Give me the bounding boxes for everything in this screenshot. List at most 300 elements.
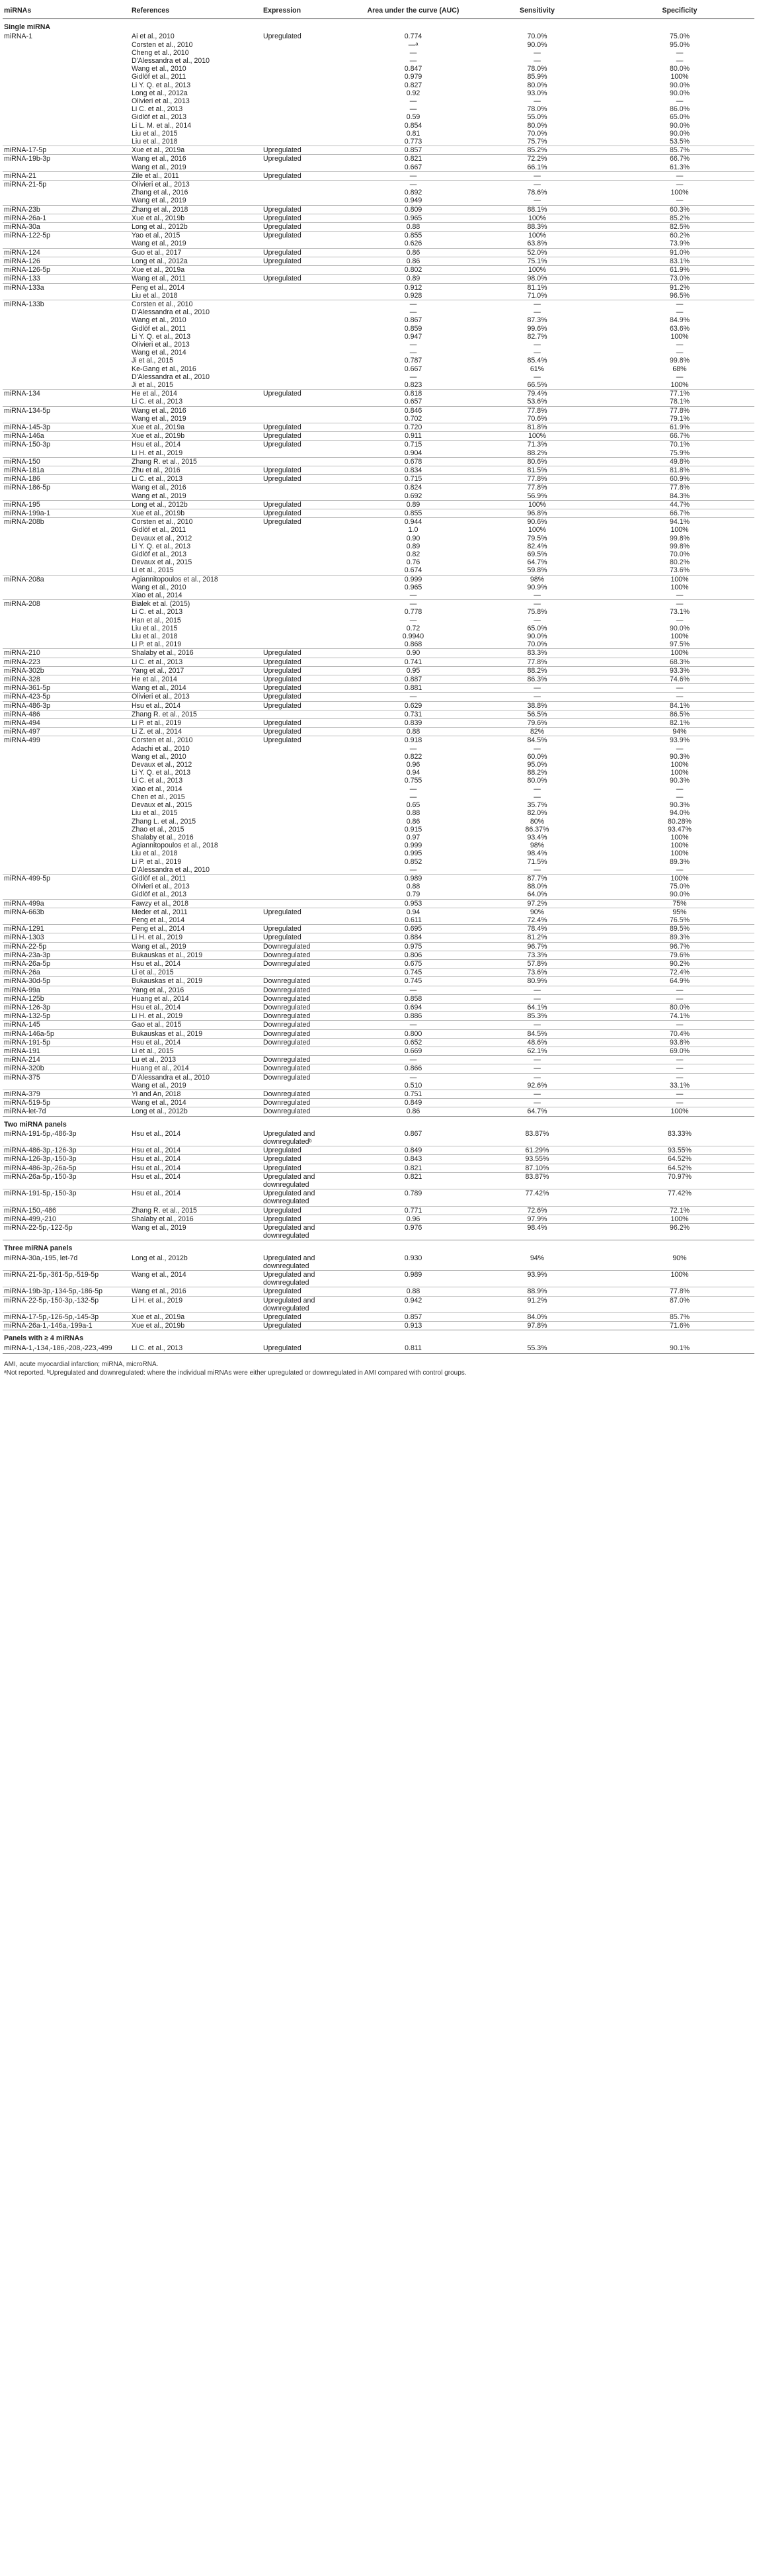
cell-sensitivity: 100%: [528, 526, 547, 535]
cell-expression: [262, 196, 357, 205]
cell-reference: Li Z. et al., 2014: [130, 728, 262, 736]
cell-sensitivity: 98.0%: [469, 275, 605, 283]
cell-specificity: —: [676, 785, 684, 793]
cell-sensitivity: 71.5%: [527, 857, 547, 866]
cell-sensitivity: 56.9%: [527, 492, 547, 500]
cell-auc: —: [409, 865, 417, 874]
cell-sensitivity: 81.8%: [469, 423, 605, 431]
cell-sensitivity: 64.7%: [527, 558, 547, 567]
table-row: [3, 583, 754, 591]
cell-expression: [262, 283, 357, 292]
cell-specificity: 99.8%: [669, 542, 690, 550]
cell-reference: Long et al., 2012b: [130, 223, 262, 232]
table-row: [3, 155, 754, 163]
cell-mirna: [3, 834, 130, 841]
cell-expression: [262, 1047, 357, 1055]
cell-reference: Bukauskas et al., 2019: [130, 951, 262, 959]
cell-reference: Guo et al., 2017: [130, 248, 262, 257]
cell-mirna: miRNA-133a: [3, 283, 130, 292]
cell-expression: Downregulated: [262, 942, 357, 951]
cell-specificity: 87.0%: [605, 1296, 754, 1312]
table-row: [3, 1047, 754, 1055]
table-row: [3, 1003, 754, 1011]
cell-mirna: [3, 916, 130, 925]
cell-auc: 0.657: [404, 398, 422, 406]
table-row: [3, 32, 754, 40]
cell-sensitivity: 55.0%: [527, 113, 547, 122]
cell-mirna: [3, 189, 130, 196]
cell-specificity: —: [676, 616, 684, 624]
cell-sensitivity: 77.42%: [469, 1189, 605, 1206]
cell-specificity: 80.28%: [668, 817, 692, 826]
cell-sensitivity: 92.6%: [527, 1081, 547, 1090]
cell-reference: Wang et al., 2011: [130, 275, 262, 283]
cell-mirna: [3, 793, 130, 801]
cell-sensitivity: 35.7%: [527, 801, 547, 810]
cell-reference: Shalaby et al., 2016: [130, 1215, 262, 1223]
cell-mirna: miRNA-133: [3, 275, 130, 283]
cell-mirna: miRNA-186-5p: [3, 484, 130, 492]
cell-expression: [262, 834, 357, 841]
cell-expression: Upregulated: [262, 684, 357, 693]
cell-sensitivity: 96.7%: [469, 942, 605, 951]
cell-auc: 0.839: [357, 719, 469, 728]
cell-expression: [262, 632, 357, 640]
cell-auc: —: [357, 986, 469, 994]
table-row: [3, 542, 754, 550]
table-row: [3, 441, 754, 449]
cell-specificity: 72.4%: [605, 968, 754, 977]
cell-specificity: 100%: [670, 769, 689, 777]
cell-auc: 0.789: [357, 1189, 469, 1206]
cell-reference: Bialek et al. (2015): [130, 600, 262, 609]
table-row: [3, 761, 754, 769]
cell-auc: 0.953: [357, 899, 469, 908]
cell-reference: Wang et al., 2010: [132, 65, 186, 73]
cell-reference: Corsten et al., 2010: [130, 736, 262, 745]
cell-reference: Chen et al., 2015: [132, 793, 185, 801]
cell-expression: Upregulated: [262, 257, 357, 265]
cell-mirna: [3, 608, 130, 616]
cell-expression: Downregulated: [262, 1056, 357, 1064]
cell-specificity: —: [605, 1090, 754, 1099]
cell-auc: 0.989: [357, 874, 469, 882]
cell-sensitivity: —: [534, 349, 541, 357]
table-row: [3, 232, 754, 240]
table-row: [3, 882, 754, 890]
cell-expression: [262, 566, 357, 575]
cell-sensitivity: —: [469, 994, 605, 1003]
table-row: [3, 818, 754, 826]
cell-sensitivity: —: [534, 372, 541, 381]
cell-specificity: 33.1%: [669, 1081, 690, 1090]
cell-expression: Upregulated: [262, 500, 357, 509]
table-row: [3, 292, 754, 300]
cell-specificity: 70.0%: [669, 550, 690, 558]
cell-mirna: miRNA-320b: [3, 1064, 130, 1073]
cell-specificity: 70.97%: [605, 1172, 754, 1189]
cell-reference: Zhang L. et al., 2015: [132, 817, 196, 826]
table-row: [3, 1056, 754, 1064]
cell-reference: Zile et al., 2011: [130, 171, 262, 180]
cell-expression: Upregulated and downregulated: [262, 1224, 357, 1240]
cell-expression: Upregulated: [262, 1164, 357, 1172]
cell-mirna: miRNA-186: [3, 475, 130, 484]
table-row: [3, 341, 754, 349]
table-row: [3, 223, 754, 232]
cell-reference: Xue et al., 2019a: [130, 266, 262, 275]
cell-auc: 0.806: [357, 951, 469, 959]
cell-mirna: [3, 449, 130, 458]
table-row: [3, 1146, 754, 1155]
cell-specificity: 94.0%: [669, 809, 690, 818]
cell-sensitivity: 80.6%: [469, 457, 605, 466]
cell-reference: Liu et al., 2015: [132, 129, 178, 138]
cell-auc: 0.787: [404, 357, 422, 365]
cell-sensitivity: 65.0%: [527, 624, 547, 632]
cell-expression: Upregulated: [262, 1322, 357, 1330]
cell-expression: [262, 138, 357, 146]
cell-reference: Hsu et al., 2014: [130, 1146, 262, 1155]
cell-reference: Li H. et al., 2019: [130, 1296, 262, 1312]
cell-auc: 0.771: [357, 1206, 469, 1215]
cell-sensitivity: 61%: [530, 365, 545, 373]
cell-specificity: 100%: [670, 189, 689, 197]
cell-mirna: [3, 357, 130, 365]
cell-expression: Upregulated: [263, 1344, 301, 1352]
cell-specificity: —: [605, 300, 754, 308]
cell-sensitivity: —: [534, 97, 541, 106]
header-mirnas: miRNAs: [3, 4, 130, 19]
table-row: [3, 41, 754, 49]
cell-reference: Zhao et al., 2015: [132, 825, 184, 834]
cell-sensitivity: 78.0%: [527, 65, 547, 73]
cell-reference: Li L. M. et al., 2014: [132, 121, 192, 130]
cell-auc: 0.773: [404, 138, 422, 146]
cell-auc: 0.911: [357, 432, 469, 441]
cell-auc: 0.715: [357, 475, 469, 484]
cell-auc: 0.855: [357, 509, 469, 517]
cell-sensitivity: 88.1%: [469, 205, 605, 214]
section-title: Two miRNA panels: [3, 1116, 754, 1130]
cell-auc: —: [409, 372, 417, 381]
table-row: [3, 693, 754, 701]
cell-mirna: [3, 341, 130, 349]
cell-expression: [262, 381, 357, 390]
cell-sensitivity: 90.0%: [527, 40, 547, 49]
cell-reference: Hsu et al., 2014: [130, 1164, 262, 1172]
cell-auc: 0.947: [404, 332, 422, 341]
cell-specificity: 91.2%: [605, 283, 754, 292]
cell-expression: Upregulated: [263, 32, 301, 41]
table-row: [3, 457, 754, 466]
cell-mirna: [3, 558, 130, 566]
cell-sensitivity: 66.5%: [527, 380, 547, 389]
cell-expression: [262, 640, 357, 649]
cell-mirna: [3, 785, 130, 793]
cell-mirna: [3, 41, 130, 49]
cell-auc: 0.695: [357, 925, 469, 933]
table-row: [3, 509, 754, 517]
cell-mirna: miRNA-486: [3, 710, 130, 718]
cell-specificity: 61.9%: [605, 266, 754, 275]
cell-expression: [262, 608, 357, 616]
cell-specificity: 65.0%: [669, 113, 690, 122]
cell-expression: Downregulated: [262, 951, 357, 959]
cell-auc: 0.802: [357, 266, 469, 275]
cell-reference: Ke-Gang et al., 2016: [132, 365, 196, 373]
cell-mirna: miRNA-210: [3, 649, 130, 658]
cell-specificity: 100%: [670, 526, 689, 535]
cell-auc: 0.843: [357, 1155, 469, 1164]
cell-specificity: 77.8%: [605, 484, 754, 492]
cell-auc: 0.86: [357, 248, 469, 257]
cell-expression: [262, 575, 357, 583]
cell-expression: [262, 113, 357, 121]
cell-specificity: 79.6%: [605, 951, 754, 959]
table-row: [3, 57, 754, 65]
cell-specificity: 81.8%: [605, 466, 754, 474]
cell-specificity: 93.9%: [605, 736, 754, 745]
cell-auc: 0.694: [357, 1003, 469, 1011]
table-row: [3, 826, 754, 834]
cell-sensitivity: 100%: [469, 432, 605, 441]
cell-expression: Upregulated: [262, 423, 357, 431]
cell-auc: 0.89: [406, 542, 420, 550]
cell-specificity: 100%: [670, 761, 689, 769]
cell-reference: Hsu et al., 2014: [130, 1189, 262, 1206]
table-row: [3, 736, 754, 745]
cell-sensitivity: 81.5%: [469, 466, 605, 474]
cell-reference: D'Alessandra et al., 2010: [130, 1073, 262, 1082]
cell-expression: [262, 41, 357, 49]
cell-mirna: miRNA-328: [3, 675, 130, 684]
cell-expression: Upregulated: [262, 701, 357, 710]
table-row: [3, 300, 754, 308]
cell-sensitivity: 52.0%: [469, 248, 605, 257]
cell-auc: 0.667: [404, 365, 422, 373]
table-row: [3, 181, 754, 189]
table-row: [3, 968, 754, 977]
cell-auc: 0.904: [404, 449, 422, 457]
cell-sensitivity: 94%: [530, 1254, 545, 1262]
cell-specificity: 83.1%: [605, 257, 754, 265]
cell-mirna: miRNA-499,-210: [3, 1215, 130, 1223]
cell-specificity: 80.0%: [669, 65, 690, 73]
cell-specificity: 99.8%: [669, 534, 690, 542]
table-row: [3, 1155, 754, 1164]
cell-specificity: 53.5%: [669, 138, 690, 146]
cell-expression: Downregulated: [262, 1038, 357, 1047]
cell-mirna: [3, 130, 130, 138]
cell-expression: [262, 406, 357, 415]
cell-sensitivity: 84.5%: [469, 1029, 605, 1038]
header-auc: Area under the curve (AUC): [357, 4, 469, 19]
cell-sensitivity: 97.9%: [469, 1215, 605, 1223]
cell-auc: 0.854: [404, 121, 422, 130]
cell-sensitivity: 77.8%: [469, 406, 605, 415]
cell-mirna: [3, 398, 130, 406]
cell-specificity: 76.5%: [669, 916, 690, 924]
cell-reference: Bukauskas et al., 2019: [130, 1029, 262, 1038]
cell-reference: Xue et al., 2019b: [130, 509, 262, 517]
cell-expression: Upregulated and downregulated: [262, 1172, 357, 1189]
cell-sensitivity: 72.6%: [469, 1206, 605, 1215]
cell-reference: Li P. et al., 2019: [132, 857, 182, 866]
table-row: [3, 728, 754, 736]
cell-mirna: [3, 818, 130, 826]
cell-specificity: 77.1%: [605, 390, 754, 398]
table-row: [3, 248, 754, 257]
cell-sensitivity: —: [534, 793, 541, 801]
cell-expression: [262, 57, 357, 65]
cell-auc: 0.90: [406, 534, 420, 542]
cell-sensitivity: 73.3%: [469, 951, 605, 959]
cell-reference: Gidlöf et al., 2011: [130, 874, 262, 882]
section-header-row: [3, 1116, 754, 1130]
cell-mirna: [3, 526, 130, 534]
cell-expression: Downregulated: [262, 1073, 357, 1082]
cell-expression: Downregulated: [262, 1012, 357, 1021]
cell-reference: Yang et al., 2016: [130, 986, 262, 994]
table-row: [3, 1254, 754, 1271]
table-row: [3, 257, 754, 265]
cell-mirna: miRNA-486-3p,-26a-5p: [3, 1164, 130, 1172]
cell-sensitivity: 63.8%: [527, 239, 547, 248]
table-row: [3, 1172, 754, 1189]
cell-mirna: miRNA-1: [4, 32, 32, 41]
cell-sensitivity: —: [469, 300, 605, 308]
table-row: [3, 325, 754, 333]
cell-specificity: 66.7%: [605, 155, 754, 163]
table-row: [3, 841, 754, 849]
table-row: [3, 163, 754, 172]
cell-specificity: 90.0%: [669, 129, 690, 138]
table-row: [3, 122, 754, 130]
cell-specificity: —: [676, 591, 684, 600]
cell-sensitivity: 53.6%: [527, 398, 547, 406]
cell-expression: [262, 181, 357, 189]
cell-expression: [262, 449, 357, 458]
cell-reference: Wang et al., 2019: [130, 1224, 262, 1240]
cell-specificity: —: [605, 994, 754, 1003]
cell-mirna: [3, 65, 130, 73]
table-row: [3, 834, 754, 841]
cell-auc: 0.88: [357, 223, 469, 232]
table-row: [3, 500, 754, 509]
header-references: References: [130, 4, 262, 19]
cell-expression: [262, 163, 357, 172]
cell-sensitivity: 80.0%: [527, 777, 547, 785]
cell-reference: Long et al., 2012b: [130, 500, 262, 509]
cell-mirna: miRNA-208: [3, 600, 130, 609]
cell-expression: [262, 1082, 357, 1090]
cell-auc: 1.0: [408, 526, 418, 535]
cell-mirna: miRNA-223: [3, 658, 130, 666]
cell-auc: 0.88: [406, 809, 420, 818]
cell-auc: —: [409, 591, 417, 600]
cell-reference: Devaux et al., 2015: [132, 801, 192, 810]
cell-auc: 0.999: [404, 841, 422, 850]
cell-specificity: 84.1%: [605, 701, 754, 710]
cell-specificity: —: [605, 1099, 754, 1107]
cell-sensitivity: 64.7%: [469, 1107, 605, 1116]
cell-mirna: miRNA-663b: [3, 908, 130, 916]
cell-expression: [262, 858, 357, 866]
cell-sensitivity: 79.6%: [469, 719, 605, 728]
cell-expression: Upregulated: [262, 1206, 357, 1215]
cell-reference: D'Alessandra et al., 2010: [132, 865, 210, 874]
cell-mirna: miRNA-22-5p: [3, 942, 130, 951]
table-row: [3, 349, 754, 357]
cell-reference: Xue et al., 2019b: [130, 214, 262, 222]
cell-specificity: 90.2%: [605, 959, 754, 968]
cell-mirna: miRNA-208b: [3, 518, 130, 527]
cell-specificity: 93.47%: [668, 825, 692, 834]
cell-mirna: miRNA-126-5p: [3, 266, 130, 275]
cell-reference: Xiao et al., 2014: [132, 785, 182, 793]
cell-specificity: 78.1%: [669, 398, 690, 406]
cell-auc: 0.822: [404, 752, 422, 761]
cell-sensitivity: 38.8%: [469, 701, 605, 710]
table-row: [3, 649, 754, 658]
table-row: [3, 189, 754, 196]
cell-reference: Agiannitopoulos et al., 2018: [130, 575, 262, 583]
cell-mirna: miRNA-379: [3, 1090, 130, 1099]
cell-auc: 0.745: [357, 977, 469, 986]
cell-auc: 0.92: [406, 89, 420, 97]
table-row: [3, 801, 754, 809]
cell-specificity: 66.7%: [605, 509, 754, 517]
cell-specificity: 80.0%: [605, 1003, 754, 1011]
cell-specificity: —: [605, 693, 754, 701]
cell-sensitivity: 80%: [530, 817, 545, 826]
cell-auc: 0.928: [404, 291, 422, 300]
cell-mirna: miRNA-19b-3p: [3, 155, 130, 163]
cell-expression: [262, 333, 357, 341]
cell-specificity: 69.0%: [605, 1047, 754, 1055]
cell-specificity: 68.3%: [605, 658, 754, 666]
cell-sensitivity: 62.1%: [469, 1047, 605, 1055]
cell-sensitivity: 93.9%: [469, 1271, 605, 1287]
cell-expression: [262, 745, 357, 753]
cell-expression: Upregulated: [262, 214, 357, 222]
cell-reference: Corsten et al., 2010: [130, 300, 262, 308]
cell-sensitivity: 71.0%: [527, 291, 547, 300]
cell-mirna: miRNA-124: [3, 248, 130, 257]
table-row: [3, 130, 754, 138]
cell-auc: —: [357, 693, 469, 701]
cell-mirna: miRNA-26a-1,-146a,-199a-1: [3, 1322, 130, 1330]
header-specificity: Specificity: [605, 4, 754, 19]
cell-expression: [262, 398, 357, 406]
cell-auc: 0.824: [357, 484, 469, 492]
cell-expression: [262, 793, 357, 801]
cell-reference: Hsu et al., 2014: [130, 1155, 262, 1164]
cell-reference: Wang et al., 2019: [130, 942, 262, 951]
cell-mirna: [3, 415, 130, 423]
cell-reference: Ai et al., 2010: [132, 32, 175, 41]
cell-auc: 0.965: [357, 214, 469, 222]
cell-sensitivity: 81.1%: [469, 283, 605, 292]
cell-auc: 0.692: [404, 492, 422, 500]
cell-specificity: 90.1%: [669, 1344, 690, 1352]
cell-sensitivity: 66.1%: [527, 163, 547, 171]
cell-specificity: 49.8%: [605, 457, 754, 466]
cell-auc: 0.867: [404, 316, 422, 325]
cell-mirna: [3, 73, 130, 81]
cell-auc: 0.720: [357, 423, 469, 431]
